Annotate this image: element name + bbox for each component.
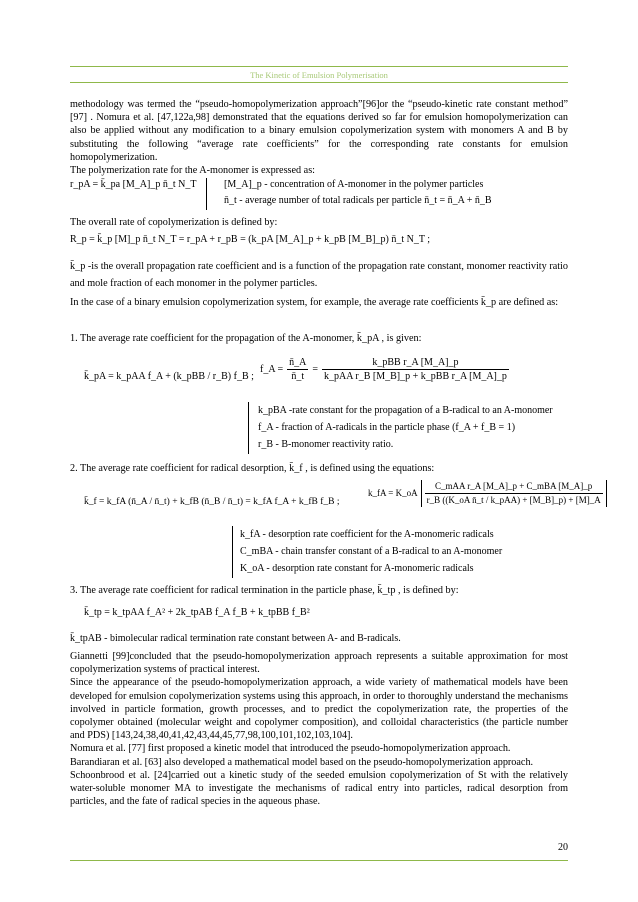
paragraph-2: The polymerization rate for the A-monomer is expressed as: <box>70 165 315 177</box>
def-symbol: [M_A]_p <box>224 179 262 190</box>
page-number: 20 <box>558 842 568 853</box>
fraction-numerator: k_pBB r_A [M_A]_p <box>322 356 509 370</box>
eq-lhs: f_A = <box>260 364 284 376</box>
fraction-denominator: k_pAA r_B [M_B]_p + k_pBB r_A [M_A]_p <box>324 371 507 383</box>
paragraph-1 <box>70 98 568 177</box>
bracket-expression <box>421 480 607 507</box>
definition-divider <box>206 178 207 210</box>
footer-rule <box>70 860 568 861</box>
def-symbol: n̄_t <box>224 195 237 207</box>
header-rule-top <box>70 66 568 67</box>
paragraph-6: Giannetti [99]concluded that the pseudo-homopolymerization approach represents a suitable approximation for most copolymerization systems of practical interest. <box>70 651 568 676</box>
fraction-denominator: n̄_t <box>291 371 305 383</box>
paragraph-7: Since the appearance of the pseudo-homopolymerization approach, a wide variety of mathematical models have been developed for emulsion copolymerization systems using this approach, in order to thoroughly understand the mechanisms involved in particle formation, growth processes, and to predict the copolymerization rate, the properties of the copolymer obtained (molecular weight and copolymer composition), and colloidal characteristics (the particle number and PDS) [143,24,38,40,41,42,43,44,45,77,98,100,101,102,103,104]. <box>70 677 568 742</box>
def-text: - chain transfer constant of a B-radical to an A-monomer <box>272 546 503 557</box>
paragraph-5: In the case of a binary emulsion copolymerization system, for example, the average rate coefficients k̄_p are defined as: <box>70 297 559 308</box>
def-text: - average number of total radicals per particle n̄_t = n̄_A + n̄_B <box>236 195 492 207</box>
paragraph-text: -is the overall propagation rate coefficient and is a function of the propagation rate constant, monomer reactivity ratio and mole fraction of each monomer in the polymer particles. <box>70 261 568 289</box>
definition-list-3 <box>240 526 568 577</box>
eq-lhs: k_fA = K_oA <box>368 488 418 499</box>
paragraph-4 <box>70 258 568 311</box>
equation-4b <box>368 480 607 507</box>
def-symbol: k̄_tpAB <box>70 633 102 644</box>
equation-3a: k̄_pA = k_pAA f_A + (k_pBB / r_B) f_B ; <box>84 371 254 382</box>
fraction <box>425 480 603 507</box>
paragraph-3 <box>70 216 568 246</box>
equation-4-block <box>70 480 601 528</box>
equation-3b <box>260 356 509 383</box>
def-symbol: K_oA <box>240 563 264 574</box>
list-item-2: 2. The average rate coefficient for radical desorption, k̄_f , is defined using the equations: <box>70 463 435 474</box>
equation-5-text: k̄_tp = k_tpAA f_A² + 2k_tpAB f_A f_B + k_tpBB f_B² <box>84 607 310 618</box>
paragraph-text: The overall rate of copolymerization is defined by: <box>70 217 278 228</box>
eq-equals: = <box>312 364 319 376</box>
equation-1: r_pA = k̄_pa [M_A]_p n̄_t N_T <box>70 179 197 190</box>
paragraph-8: Nomura et al. [77] first proposed a kinetic model that introduced the pseudo-homopolymerization approach. <box>70 743 511 755</box>
definition-4 <box>70 632 568 645</box>
equation-4a: k̄_f = k_fA (n̄_A / n̄_t) + k_fB (n̄_B / n̄_t) = k_fA f_A + k_fB f_B ; <box>84 497 340 507</box>
def-text: -rate constant for the propagation of a B-radical to an A-monomer <box>286 405 553 416</box>
def-text: - concentration of A-monomer in the polymer particles <box>261 179 484 190</box>
def-text: - fraction of A-radicals in the particle phase (f_A + f_B = 1) <box>273 422 516 433</box>
fraction-numerator: n̄_A <box>287 356 308 370</box>
def-symbol: f_A <box>258 422 273 433</box>
list-item-1: 1. The average rate coefficient for the propagation of the A-monomer, k̄_pA , is given: <box>70 333 422 344</box>
def-symbol: C_mBA <box>240 546 273 557</box>
def-text: - desorption rate coefficient for the A-monomeric radicals <box>260 529 494 540</box>
fraction-2 <box>322 356 509 383</box>
definition-divider <box>232 526 233 578</box>
closing-paragraphs <box>70 650 568 808</box>
fraction-1 <box>287 356 308 383</box>
header-rule-bottom <box>70 82 568 83</box>
def-text: - bimolecular radical termination rate constant between A- and B-radicals. <box>101 633 401 644</box>
fraction-numerator: C_mAA r_A [M_A]_p + C_mBA [M_A]_p <box>425 480 603 494</box>
def-symbol: r_B <box>258 439 273 450</box>
fraction-denominator: r_B ((K_oA n̄_t / k_pAA) + [M_B]_p) + [M]_A <box>426 495 601 506</box>
definition-list-1 <box>224 178 568 207</box>
paragraph-10: Schoonbrood et al. [24]carried out a kinetic study of the seeded emulsion copolymerization of St with the relatively water-soluble monomer MA to investigate the mechanisms of radical entry into particles, radical desorption from particles, and the fate of radical species in the aqueous phase. <box>70 769 568 808</box>
equation-5 <box>84 606 564 619</box>
def-text: - B-monomer reactivity ratio. <box>273 439 394 450</box>
definition-list-2 <box>258 402 568 453</box>
paragraph-symbol: k̄_p <box>70 261 86 272</box>
equation-3-block <box>70 356 568 404</box>
paragraph-9: Barandiaran et al. [63] also developed a mathematical model based on the pseudo-homopolymerization approach. <box>70 756 534 768</box>
list-item-3: 3. The average rate coefficient for radical termination in the particle phase, k̄_tp , is defined by: <box>70 585 459 596</box>
def-text: - desorption rate constant for A-monomeric radicals <box>263 563 474 574</box>
paragraph-text: methodology was termed the “pseudo-homopolymerization approach”[96]or the “pseudo-kinetic rate constant method” [97] . Nomura et al. [47,122a,98] demonstrated that the equations derived so far for emulsion homopolymerization can also be applied without any modification to a binary emulsion copolymerization system with monomers A and B by substituting the following “average rate coefficients” for the corresponding rate constants for emulsion homopolymerization. <box>70 99 568 163</box>
def-symbol: k_pBA <box>258 405 287 416</box>
running-head: The Kinetic of Emulsion Polymerisation <box>250 70 388 80</box>
equation-2: R_p = k̄_p [M]_p n̄_t N_T = r_pA + r_pB = (k_pA [M_A]_p + k_pB [M_B]_p) n̄_t N_T ; <box>70 234 431 246</box>
definition-divider <box>248 402 249 454</box>
def-symbol: k_fA <box>240 529 260 540</box>
